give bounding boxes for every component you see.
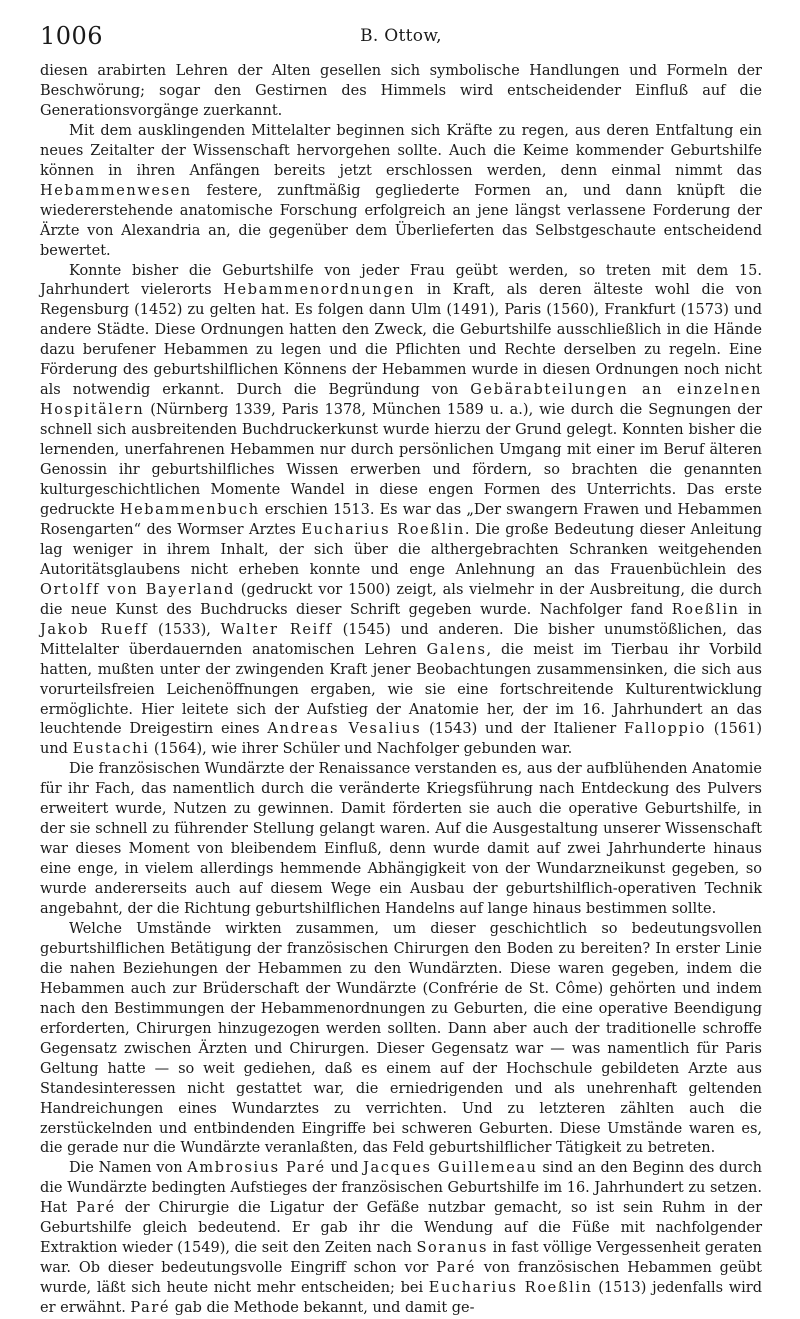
paragraph (40, 262, 762, 761)
text-run: von französischen Hebammen geübt wurde, läßt sich heute nicht mehr entscheiden; bei (40, 1260, 762, 1297)
body-text (40, 62, 762, 1319)
spaced-emphasis: Jacques Guillemeau (363, 1160, 538, 1177)
text-run: und (325, 1160, 364, 1177)
text-run: in Kraft, als deren älteste wohl die von Regensburg (1452) zu gelten hat. Es folgen dann Ulm (1491), Paris (1560), Frankfurt (1573) und andere Städte. Diese Ordnungen hatten den Zweck, die Geburtshilfe ausschließlich in die Hände dazu berufener Hebammen zu legen und die Pflichten und Rechte derselben zu regeln. Eine Förderung des geburtshilflichen Könnens der Hebammen wurde in diesen Ordnungen noch nicht als notwendig erkannt. Durch die Begründung von (40, 282, 762, 399)
text-run: , die meist im Tierbau ihr Vorbild hatten, mußten unter der zwingenden Kraft jener Beobachtungen zusammensinken, die sich aus vorurteilsfreien Leichenöffnungen ergaben, wie sie eine fortschreitende Kulturentwicklung ermöglichte. Hier leitete sich der Aufstieg der Anatomie her, der im 16. Jahrhundert an das leuchtende Dreigestirn eines (40, 641, 762, 738)
text-run: in (739, 601, 762, 618)
spaced-emphasis: Hebammenordnungen (223, 282, 416, 299)
text-run: Die französischen Wundärzte der Renaissance verstanden es, aus der aufblühenden Anatomie für ihr Fach, das namentlich durch die veränderte Kriegsführung nach Entdeckung des Pulvers erweitert wurde, Nutzen zu gewinnen. Damit förderten sie auch die operative Geburtshilfe, in der sie schnell zu führender Stellung gelangt waren. Auf die Ausgestaltung unserer Wissenschaft war dieses Moment von bleibendem Einfluß, denn wurde damit auf zwei Jahrhunderte hinaus eine enge, in vielem allerdings hemmende Abhängigkeit von der Wundarzneikunst gegeben, so wurde andererseits auch auf diesem Wege ein Ausbau der geburtshilflich-operativen Technik angebahnt, der die Richtung geburtshilflichen Handelns auf lange hinaus bestimmen sollte. (40, 761, 762, 918)
spaced-emphasis: Ambrosius Paré (187, 1160, 326, 1177)
spaced-emphasis: Soranus (416, 1240, 489, 1257)
text-run: in fast völlige Vergessenheit geraten war. Ob dieser bedeutungsvolle Eingriff schon vor (40, 1240, 763, 1277)
text-run: (gedruckt vor 1500) zeigt, als vielmehr in der Ausbreitung, die durch die neue Kunst des Buchdrucks dieser Schrift gegeben wurde. Nachfolger fand (40, 581, 762, 618)
paragraph (40, 920, 762, 1159)
text-run: gab die Methode bekannt, und damit ge- (170, 1300, 475, 1317)
running-head: B. Ottow, (360, 26, 442, 46)
text-run: erschien 1513. Es war das „Der swangern Frawen und Hebammen Rosengarten“ des Wormser Arztes (40, 501, 762, 538)
text-run: diesen arabirten Lehren der Alten gesellen sich symbolische Handlungen und Formeln der Beschwörung; sogar den Gestirnen des Himmels wird entscheidender Einfluß auf die Generationsvorgänge zuerkannt. (40, 63, 762, 119)
text-run: festere, zunftmäßig gegliederte Formen an, und dann knüpft die wiedererstehende anatomische Forschung erfolgreich an jene längst verlassene Forderung der Ärzte von Alexandria an, die gegenüber dem Überlieferten das Selbstgeschaute entscheidend bewertet. (40, 182, 762, 259)
text-run: (Nürnberg 1339, Paris 1378, München 1589 u. a.), wie durch die Segnungen der schnell sich ausbreitenden Buchdruckerkunst wurde hierzu der Grund gelegt. Konnten bisher die lernenden, unerfahrenen Hebammen nur durch persönlichen Umgang mit einer im Beruf älteren Genossin ihr geburtshilfliches Wissen erwerben und fördern, so brachten die genannten kulturgeschichtlichen Momente Wandel in diese engen Formen des Unterrichts. Das erste gedruckte (40, 402, 762, 518)
spaced-emphasis: Gebärabteilungen an einzelnen Hospitälern (40, 382, 762, 419)
page-header (40, 22, 762, 62)
text-run: . Die große Bedeutung dieser Anleitung lag weniger in ihrem Inhalt, der sich über die althergebrachten Schranken weitgehenden Autoritätsglaubens nicht erheben konnte und enge Anlehnung an das Frauenbüchlein des (40, 521, 762, 578)
text-run: (1533), (148, 621, 221, 638)
text-run: (1545) und anderen. Die bisher unumstößlichen, das Mittelalter überdauernden anatomischen Lehren (40, 621, 762, 658)
paragraph (40, 62, 762, 122)
text-run: (1564), wie ihrer Schüler und Nachfolger gebunden war. (149, 741, 573, 758)
text-run: der Chirurgie die Ligatur der Gefäße nutzbar gemacht, so ist sein Ruhm in der Geburtshilfe gleich bedeutend. Er gab ihr die Wendung auf die Füße mit nachfolgender Extraktion wieder (1549), die seit den Zeiten nach (40, 1200, 762, 1257)
text-run: Die Namen von (69, 1160, 188, 1177)
text-run: (1513) jedenfalls wird er erwähnt. (40, 1280, 762, 1317)
spaced-emphasis: Andreas Vesalius (267, 721, 422, 738)
text-run: (1561) und (40, 721, 762, 758)
spaced-emphasis: Roeßlin (671, 601, 740, 618)
paragraph (40, 122, 762, 262)
spaced-emphasis: Eucharius Roeßlin (301, 521, 465, 538)
spaced-emphasis: Hebammenbuch (119, 501, 260, 518)
text-run: sind an den Beginn des durch die Wundärzte bedingten Aufstieges der französischen Geburtshilfe im 16. Jahrhundert zu setzen. Hat (40, 1160, 763, 1217)
spaced-emphasis: Ortolff von Bayerland (40, 581, 236, 598)
page-number: 1006 (40, 22, 104, 50)
spaced-emphasis: Walter Reiff (220, 621, 333, 638)
text-run: (1543) und der Italiener (421, 721, 624, 738)
paragraph (40, 760, 762, 920)
text-run: Mit dem ausklingenden Mittelalter beginnen sich Kräfte zu regen, aus deren Entfaltung ein neues Zeitalter der Wissenschaft hervorgehen sollte. Auch die Keime kommender Geburtshilfe können in ihren Anfängen bereits jetzt erschlossen werden, denn einmal nimmt das (40, 122, 762, 179)
spaced-emphasis: Paré (76, 1200, 116, 1217)
text-run: Welche Umstände wirkten zusammen, um dieser geschichtlich so bedeutungsvollen geburtshilflichen Betätigung der französischen Chirurgen den Boden zu bereiten? In erster Linie die nahen Beziehungen der Hebammen zu den Wundärzten. Diese waren gegeben, indem die Hebammen auch zur Brüderschaft der Wundärzte (Confrérie de St. Côme) gehörten und indem nach den Bestimmungen der Hebammenordnungen zu Geburten, die eine operative Beendigung erforderten, Chirurgen hinzugezogen werden sollten. Dann aber auch der traditionelle schroffe Gegensatz zwischen Ärzten und Chirurgen. Dieser Gegensatz war — was namentlich für Paris Geltung hatte — so weit gediehen, daß es einem auf der Hochschule gebildeten Arzte aus Standesinteressen nicht gestattet war, die erniedrigenden und als unehrenhaft geltenden Handreichungen eines Wundarztes zu verrichten. Und zu letzteren zählten auch die zerstückelnden und entbindenden Eingriffe bei schweren Geburten. Diese Umstände waren es, die gerade nur die Wundärzte veranlaßten, das Feld geburtshilflicher Tätigkeit zu betreten. (40, 920, 762, 1157)
spaced-emphasis: Paré (436, 1260, 476, 1277)
book-page (40, 22, 762, 1319)
spaced-emphasis: Hebammenwesen (40, 182, 192, 199)
text-run: Konnte bisher die Geburtshilfe von jeder Frau geübt werden, so treten mit dem 15. Jahrhundert vielerorts (40, 262, 762, 299)
spaced-emphasis: Galens (426, 641, 487, 658)
spaced-emphasis: Paré (130, 1300, 171, 1317)
spaced-emphasis: Eustachi (72, 741, 150, 758)
spaced-emphasis: Jakob Rueff (40, 621, 149, 638)
spaced-emphasis: Eucharius Roeßlin (428, 1280, 593, 1297)
spaced-emphasis: Falloppio (623, 721, 707, 738)
paragraph (40, 1159, 762, 1319)
